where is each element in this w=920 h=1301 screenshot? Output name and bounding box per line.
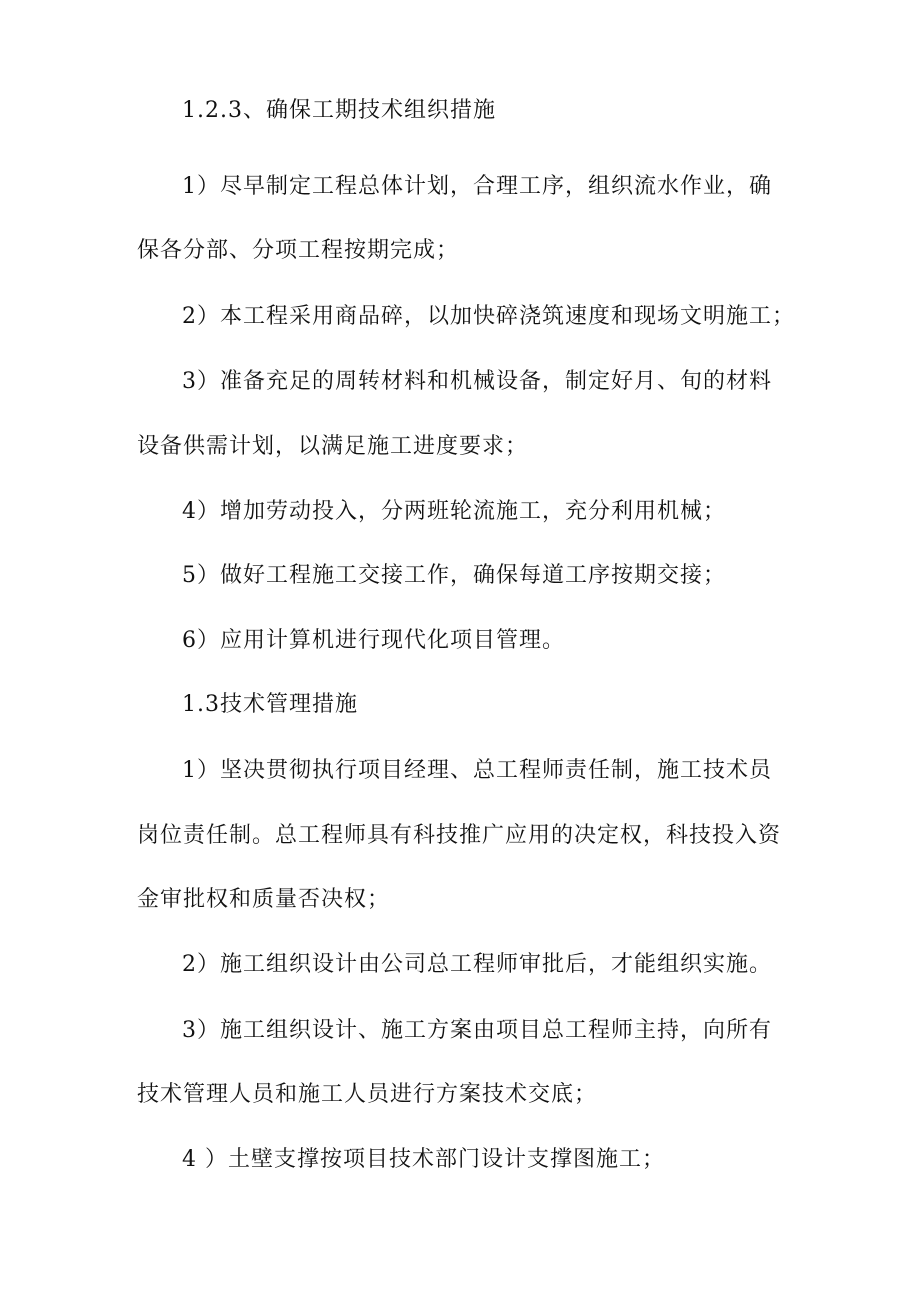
paragraph-line: 4）增加劳动投入，分两班轮流施工，充分利用机械； bbox=[182, 499, 726, 524]
paragraph-line: 1）坚决贯彻执行项目经理、总工程师责任制，施工技术员 bbox=[182, 758, 772, 783]
paragraph-line: 技术管理人员和施工人员进行方案技术交底； bbox=[137, 1082, 598, 1107]
paragraph-line: 2）本工程采用商品碎，以加快碎浇筑速度和现场文明施工； bbox=[182, 304, 795, 329]
section-heading: 1.3技术管理措施 bbox=[182, 692, 358, 717]
paragraph-line: 金审批权和质量否决权； bbox=[137, 887, 391, 912]
paragraph-line: 岗位责任制。总工程师具有科技推广应用的决定权，科技投入资 bbox=[137, 823, 782, 848]
paragraph-line: 保各分部、分项工程按期完成； bbox=[137, 238, 460, 263]
paragraph-line: 设备供需计划，以满足施工进度要求； bbox=[137, 434, 529, 459]
paragraph-line: 1）尽早制定工程总体计划，合理工序，组织流水作业，确 bbox=[182, 174, 772, 199]
paragraph-line: 6）应用计算机进行现代化项目管理。 bbox=[182, 628, 565, 653]
section-heading: 1.2.3、确保工期技术组织措施 bbox=[182, 98, 496, 123]
paragraph-line: 2）施工组织设计由公司总工程师审批后，才能组织实施。 bbox=[182, 952, 772, 977]
paragraph-line: 4 ）土壁支撑按项目技术部门设计支撑图施工； bbox=[182, 1147, 665, 1172]
paragraph-line: 3）施工组织设计、施工方案由项目总工程师主持，向所有 bbox=[182, 1018, 772, 1043]
paragraph-line: 3）准备充足的周转材料和机械设备，制定好月、旬的材料 bbox=[182, 369, 772, 394]
paragraph-line: 5）做好工程施工交接工作，确保每道工序按期交接； bbox=[182, 563, 726, 588]
